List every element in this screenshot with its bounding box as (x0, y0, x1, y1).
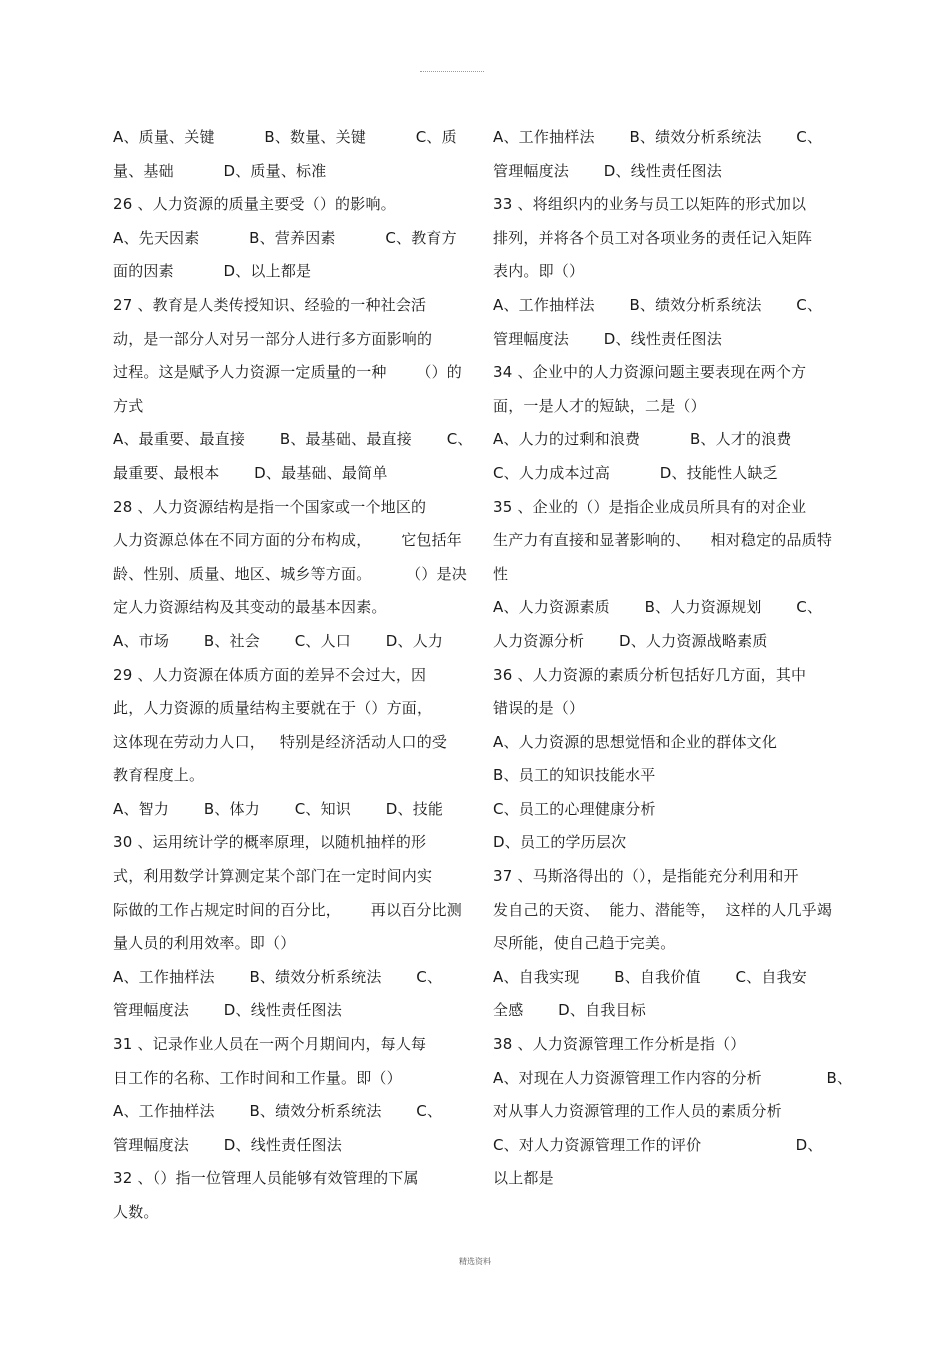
text-line: 龄、性别、质量、地区、城乡等方面。 （）是决 (113, 564, 467, 583)
text-line: 这体现在劳动力人口， 特别是经济活动人口的受 (113, 732, 448, 751)
text-line: 量人员的利用效率。即（） (113, 934, 296, 953)
text-line: 生产力有直接和显著影响的、 相对稳定的品质特 (493, 531, 833, 550)
text-line: 全感 D、自我目标 (493, 1001, 646, 1020)
text-line: 31 、记录作业人员在一两个月期间内，每人每 (113, 1035, 427, 1054)
text-line: 发自己的天资、 能力、潜能等， 这样的人几乎竭 (493, 900, 833, 919)
text-line: C、人力成本过高 D、技能性人缺乏 (493, 463, 778, 482)
text-line: 最重要、最根本 D、最基础、最简单 (113, 463, 388, 482)
text-line: A、质量、关键 B、数量、关键 C、质 (113, 128, 457, 146)
text-line: 日工作的名称、工作时间和工作量。即（） (113, 1068, 402, 1087)
text-line: 26 、人力资源的质量主要受（）的影响。 (113, 195, 396, 214)
text-line: 37 、马斯洛得出的（），是指能充分利用和开 (493, 867, 799, 886)
text-line: 人力资源总体在不同方面的分布构成， 它包括年 (113, 531, 463, 550)
text-line: A、工作抽样法 B、绩效分析系统法 C、 (113, 967, 443, 986)
text-line: 教育程度上。 (113, 766, 205, 785)
text-line: A、最重要、最直接 B、最基础、最直接 C、 (113, 430, 473, 449)
text-line: 面的因素 D、以上都是 (113, 262, 312, 281)
footer-label: 精选资料 (459, 1257, 491, 1266)
text-line: 排列，并将各个员工对各项业务的责任记入矩阵 (493, 228, 813, 247)
header-divider (420, 71, 484, 72)
text-line: 人数。 (113, 1203, 159, 1221)
text-line: 错误的是（） (493, 699, 585, 718)
right-column (493, 121, 853, 1196)
text-line: 34 、企业中的人力资源问题主要表现在两个方 (493, 363, 807, 382)
text-line: A、智力 B、体力 C、知识 D、技能 (113, 799, 444, 818)
text-line: 28 、人力资源结构是指一个国家或一个地区的 (113, 497, 427, 516)
text-line: A、市场 B、社会 C、人口 D、人力 (113, 631, 444, 650)
text-line: A、自我实现 B、自我价值 C、自我安 (493, 967, 807, 986)
text-line: 尽所能，使自己趋于完美。 (493, 934, 676, 953)
text-line: 式，利用数学计算测定某个部门在一定时间内实 (113, 867, 433, 886)
text-line: 36 、人力资源的素质分析包括好几方面，其中 (493, 665, 807, 684)
text-line: 性 (493, 564, 509, 583)
text-line: A、工作抽样法 B、绩效分析系统法 C、 (493, 128, 823, 146)
text-line: 33 、将组织内的业务与员工以矩阵的形式加以 (493, 195, 807, 214)
text-line: 动，是一部分人对另一部分人进行多方面影响的 (113, 329, 433, 348)
text-line: 表内。即（） (493, 262, 585, 281)
text-line: 过程。这是赋予人力资源一定质量的一种 （）的 (113, 363, 463, 382)
text-line: 38 、人力资源管理工作分析是指（） (493, 1035, 746, 1054)
text-line: 量、基础 D、质量、标准 (113, 161, 327, 180)
text-line: 27 、教育是人类传授知识、经验的一种社会活 (113, 295, 427, 314)
text-line: A、先天因素 B、营养因素 C、教育方 (113, 228, 457, 247)
text-line: 管理幅度法 D、线性责任图法 (113, 1135, 342, 1154)
text-line: 管理幅度法 D、线性责任图法 (113, 1001, 342, 1020)
text-line: C、员工的心理健康分析 (493, 799, 656, 818)
text-line: A、人力资源的思想觉悟和企业的群体文化 (493, 732, 778, 751)
text-line: A、工作抽样法 B、绩效分析系统法 C、 (493, 295, 823, 314)
text-line: 32 、（）指一位管理人员能够有效管理的下属 (113, 1169, 419, 1188)
text-line: 管理幅度法 D、线性责任图法 (493, 161, 722, 180)
text-line: 29 、人力资源在体质方面的差异不会过大，因 (113, 665, 427, 684)
text-line: A、工作抽样法 B、绩效分析系统法 C、 (113, 1102, 443, 1121)
text-line: 方式 (113, 396, 144, 415)
left-column (113, 121, 473, 1230)
text-line: A、对现在人力资源管理工作内容的分析 B、 (493, 1068, 853, 1087)
text-line: C、对人力资源管理工作的评价 D、 (493, 1135, 823, 1154)
text-line: 30 、运用统计学的概率原理，以随机抽样的形 (113, 833, 427, 852)
text-line: 际做的工作占规定时间的百分比， 再以百分比测 (113, 900, 463, 919)
text-line: 定人力资源结构及其变动的最基本因素。 (113, 598, 387, 617)
text-line: A、人力资源素质 B、人力资源规划 C、 (493, 598, 823, 617)
text-line: 面，一是人才的短缺，二是（） (493, 396, 706, 415)
text-line: 以上都是 (493, 1169, 554, 1188)
text-line: A、人力的过剩和浪费 B、人才的浪费 (493, 430, 792, 449)
text-line: 此，人力资源的质量结构主要就在于（）方面， (113, 699, 433, 718)
text-line: 35 、企业的（）是指企业成员所具有的对企业 (493, 497, 807, 516)
text-line: D、员工的学历层次 (493, 833, 627, 852)
text-line: B、员工的知识技能水平 (493, 766, 656, 785)
text-line: 对从事人力资源管理的工作人员的素质分析 (493, 1102, 782, 1121)
text-line: 管理幅度法 D、线性责任图法 (493, 329, 722, 348)
text-line: 人力资源分析 D、人力资源战略素质 (493, 631, 768, 650)
